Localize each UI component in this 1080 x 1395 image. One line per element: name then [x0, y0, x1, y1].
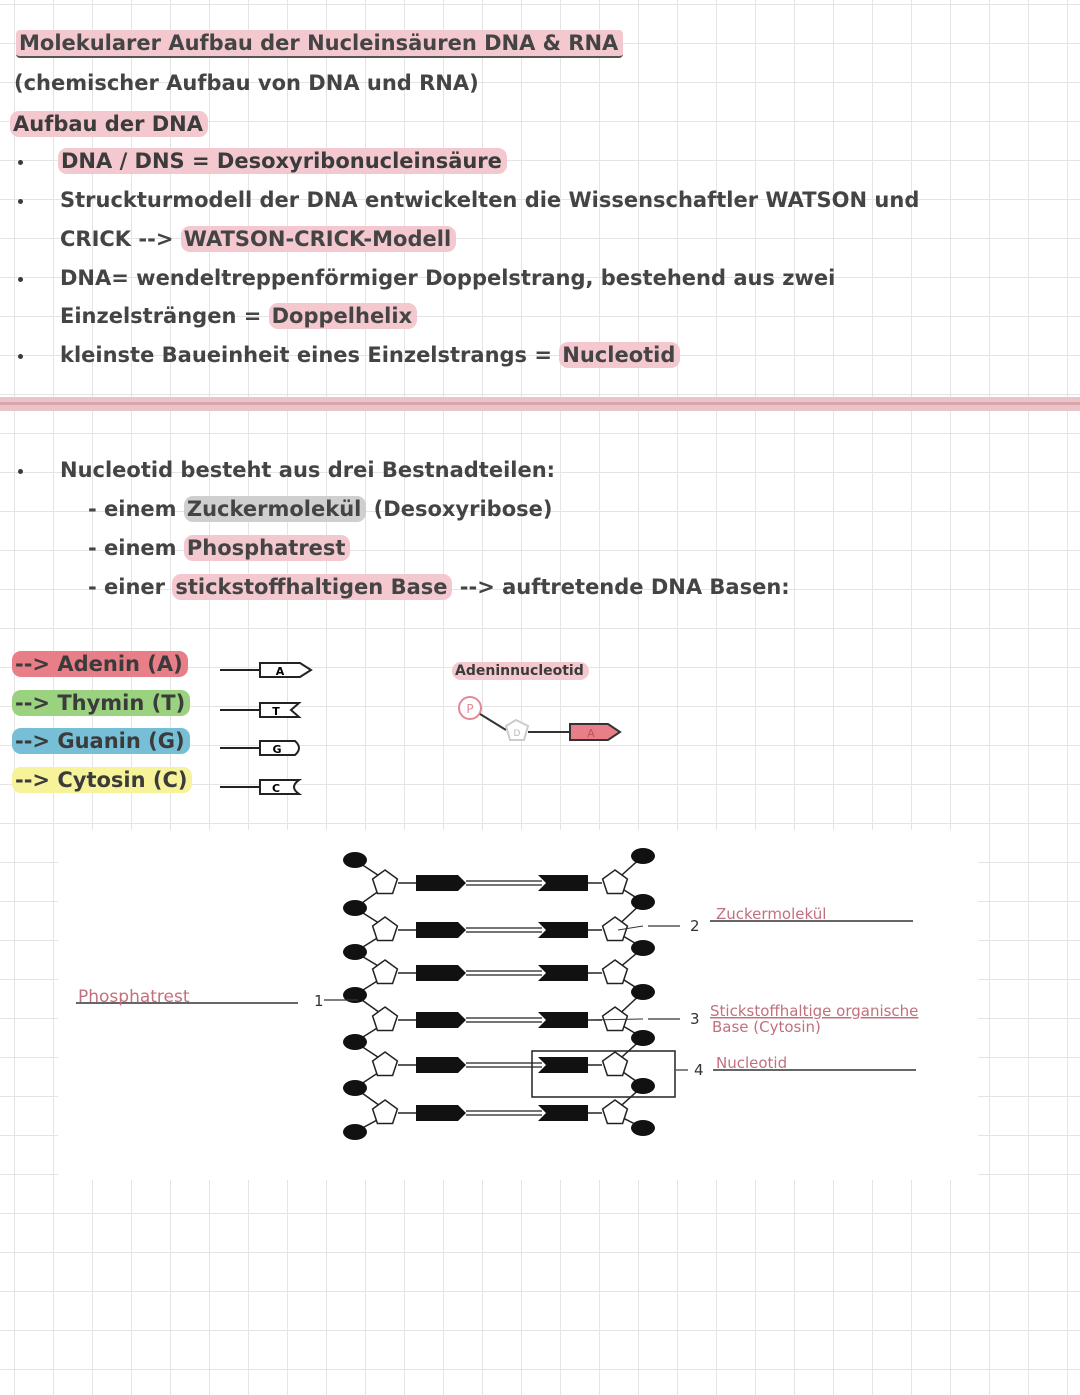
phosphate-oval: [631, 1030, 655, 1046]
dna-ladder-svg: [58, 830, 978, 1180]
base-block: [416, 875, 466, 891]
label-number-2: 2: [690, 917, 700, 935]
phosphate-oval: [631, 848, 655, 864]
bullet-dot: [18, 199, 23, 204]
bullet-watson-crick-line2: CRICK --> WATSON-CRICK-Modell: [60, 229, 456, 250]
label-number-3: 3: [690, 1010, 700, 1028]
bullet-watson-crick-line1: Struckturmodell der DNA entwickelten die Wissenschaftler WATSON und: [60, 188, 920, 212]
base-block: [538, 1105, 588, 1121]
base-cytosin-label: --> Cytosin (C): [12, 770, 192, 791]
base-adenin-shape: [570, 724, 620, 740]
bullet-doppelhelix-line1: DNA= wendeltreppenförmiger Doppelstrang, bestehend aus zwei: [60, 266, 836, 290]
subtitle: (chemischer Aufbau von DNA und RNA): [14, 71, 479, 95]
page-title: Molekularer Aufbau der Nucleinsäuren DNA & RNA: [16, 33, 623, 54]
dna-ladder: [343, 848, 675, 1140]
base-guanin-label: --> Guanin (G): [12, 731, 190, 752]
label-zuckermolekuel: Zuckermolekül: [716, 905, 827, 923]
phosphate-oval: [631, 1120, 655, 1136]
base-block: [538, 922, 588, 938]
nucleotide-part-phosphate: - einem Phosphatrest: [88, 538, 350, 559]
label-base-line2: Base (Cytosin): [712, 1018, 821, 1036]
base-block: [538, 1012, 588, 1028]
phosphate-oval: [343, 852, 367, 868]
label-nucleotid: Nucleotid: [716, 1054, 788, 1072]
phosphate-oval: [631, 894, 655, 910]
bullet-dot: [18, 354, 23, 359]
dna-ladder-figure: [58, 830, 978, 1180]
section-heading: Aufbau der DNA: [10, 114, 208, 135]
base-symbols: [215, 655, 325, 800]
phosphate-oval: [343, 944, 367, 960]
label-number-4: 4: [694, 1061, 704, 1079]
base-block: [416, 922, 466, 938]
base-block: [538, 875, 588, 891]
base-block: [416, 1057, 466, 1073]
base-block: [538, 965, 588, 981]
phosphate-oval: [343, 900, 367, 916]
adenine-nucleotide-title: Adeninnucleotid: [452, 664, 589, 678]
label-base-line1: Stickstoffhaltige organische: [710, 1002, 919, 1020]
base-block: [416, 1012, 466, 1028]
base-adenin-label: --> Adenin (A): [12, 654, 188, 675]
base-symbol-cytosin: [220, 780, 299, 795]
bullet-nucleotid: kleinste Baueinheit eines Einzelstrangs = Nucleotid: [60, 345, 680, 366]
base-block: [416, 1105, 466, 1121]
base-symbol-letter: A: [275, 665, 285, 678]
nucleotide-part-sugar: - einem Zuckermolekül (Desoxyribose): [88, 497, 553, 521]
bullet-dot: [18, 469, 23, 474]
base-letter: A: [587, 727, 595, 740]
base-block: [538, 1057, 588, 1073]
base-symbol-letter: G: [272, 743, 282, 756]
nucleotide-part-base: - einer stickstoffhaltigen Base --> auftretende DNA Basen:: [88, 575, 790, 599]
base-symbol-adenin: [220, 663, 311, 678]
section-divider: [0, 397, 1080, 411]
phosphate-oval: [631, 984, 655, 1000]
bullet-dot: [18, 277, 23, 282]
phosphate-oval: [631, 1078, 655, 1094]
label-number-1: 1: [314, 992, 324, 1010]
label-phosphatrest: Phosphatrest: [78, 987, 190, 1007]
phosphate-letter: P: [466, 702, 474, 716]
bullet-dna-definition: DNA / DNS = Desoxyribonucleinsäure: [58, 151, 507, 172]
base-thymin-label: --> Thymin (T): [12, 693, 190, 714]
phosphate-oval: [343, 1080, 367, 1096]
bullet-doppelhelix-line2: Einzelsträngen = Doppelhelix: [60, 306, 417, 327]
sugar-letter: D: [513, 729, 521, 739]
pointer-line: [588, 1019, 643, 1020]
nucleotide-intro: Nucleotid besteht aus drei Bestnadteilen:: [60, 458, 556, 482]
phosphate-oval: [343, 1034, 367, 1050]
base-symbol-thymin: [220, 703, 299, 718]
phosphate-oval: [631, 940, 655, 956]
base-symbol-letter: T: [272, 705, 280, 718]
base-symbol-guanin: [220, 741, 299, 756]
base-symbol-letter: C: [271, 782, 281, 795]
adenine-nucleotide-diagram: [450, 692, 630, 752]
phosphate-oval: [343, 1124, 367, 1140]
bullet-dot: [18, 160, 23, 165]
sugar-pentagon: [373, 960, 398, 984]
base-block: [416, 965, 466, 981]
